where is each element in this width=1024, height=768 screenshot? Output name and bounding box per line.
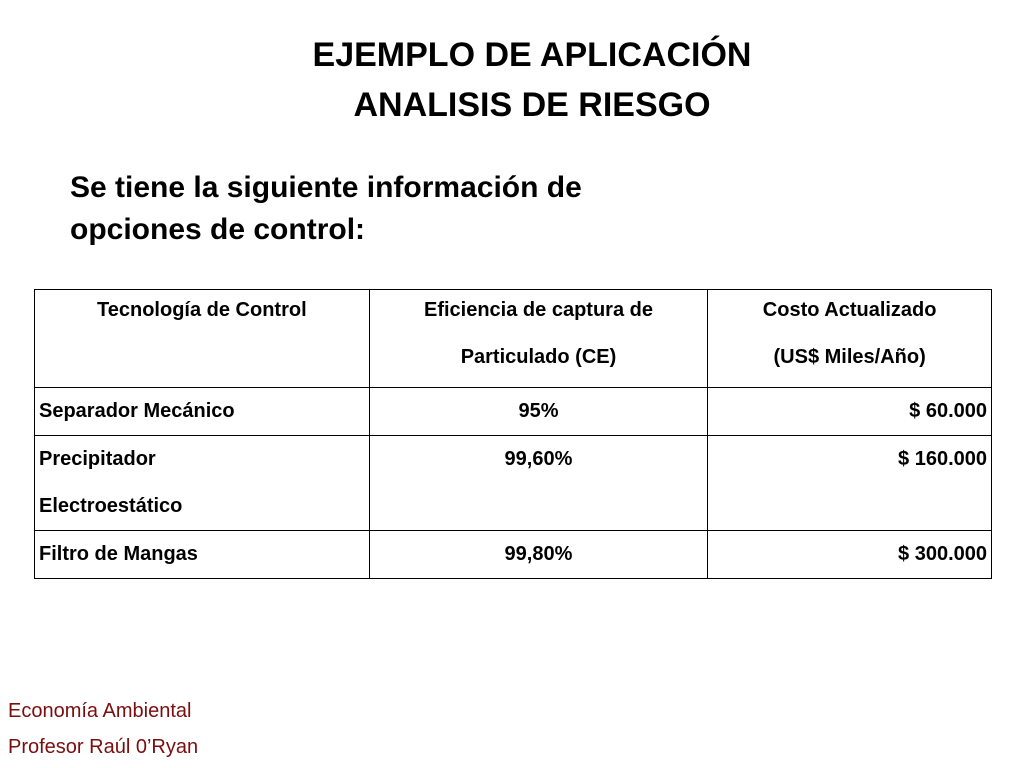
intro-text (70, 167, 790, 251)
cell-cost: $ 160.000 (708, 436, 992, 531)
technology-name-line-2: Electroestático (39, 495, 183, 517)
intro-line-1: Se tiene la siguiente información de (70, 171, 582, 204)
cell-technology (35, 388, 370, 436)
technology-name-line-1: Precipitador (39, 448, 156, 470)
table-row (35, 531, 992, 579)
cell-technology (35, 436, 370, 531)
footer-credits (8, 693, 198, 765)
cell-cost: $ 60.000 (708, 388, 992, 436)
footer-professor: Profesor Raúl 0’Ryan (8, 736, 199, 758)
header-efficiency-line-1: Eficiencia de captura de (423, 299, 653, 321)
header-technology (35, 290, 370, 388)
control-options-table (34, 289, 992, 579)
slide-title (0, 30, 1024, 130)
header-technology-line-2 (39, 328, 365, 387)
cell-technology (35, 531, 370, 579)
technology-name: Filtro de Mangas (39, 543, 198, 565)
table-header-row (35, 290, 992, 388)
technology-name: Separador Mecánico (39, 400, 235, 422)
table-row (35, 436, 992, 531)
header-technology-line-1: Tecnología de Control (97, 299, 307, 321)
footer-course: Economía Ambiental (8, 700, 192, 722)
header-efficiency (369, 290, 708, 388)
cell-efficiency: 99,80% (369, 531, 708, 579)
header-cost-line-2: (US$ Miles/Año) (773, 346, 926, 368)
cell-cost: $ 300.000 (708, 531, 992, 579)
intro-line-2: opciones de control: (70, 213, 366, 246)
table-row (35, 388, 992, 436)
slide-title-line-2: ANALISIS DE RIESGO (353, 86, 711, 124)
header-efficiency-line-2: Particulado (CE) (460, 346, 617, 368)
slide-title-line-1: EJEMPLO DE APLICACIÓN (312, 36, 752, 74)
cell-efficiency: 99,60% (369, 436, 708, 531)
cell-efficiency: 95% (369, 388, 708, 436)
header-cost (708, 290, 992, 388)
header-cost-line-1: Costo Actualizado (762, 299, 937, 321)
